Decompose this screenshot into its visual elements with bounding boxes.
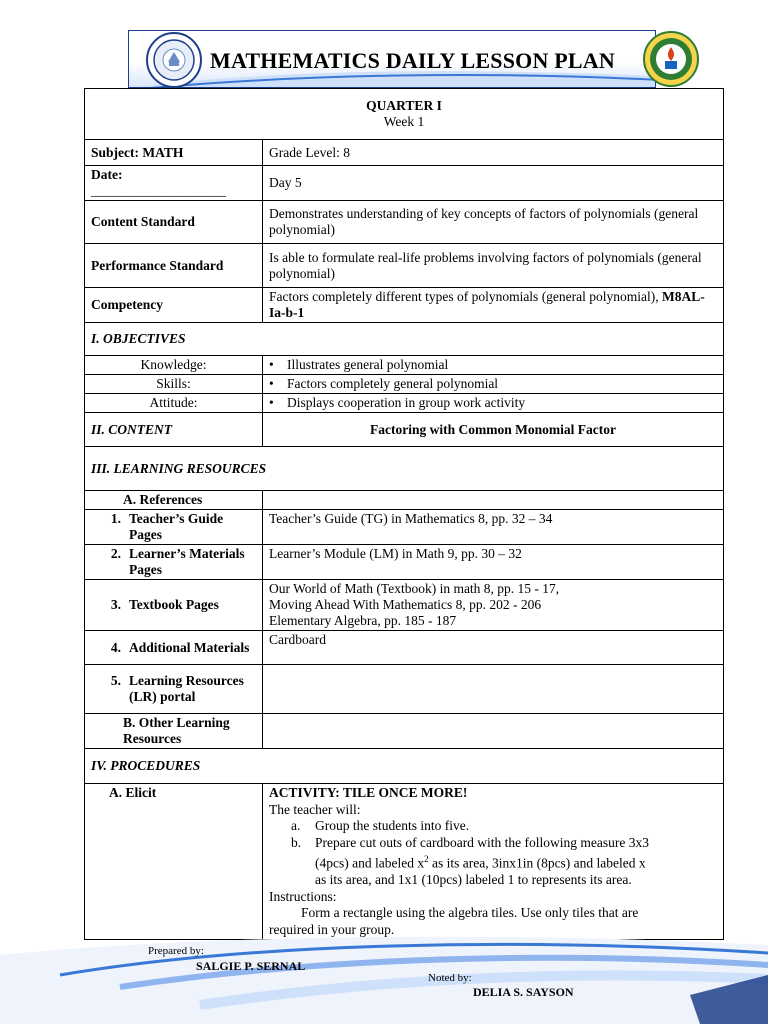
teachers-guide-label: Teacher’s Guide Pages: [129, 511, 224, 542]
step-b-line2-post: as its area, 3inx1in (8pcs) and labeled x: [428, 855, 646, 871]
step-b-superscript: 2: [424, 854, 429, 864]
document-header: [128, 30, 656, 88]
procedures-heading-row: [85, 749, 724, 784]
step-b-line3: as its area, and 1x1 (10pcs) labeled 1 to represents its area.: [315, 872, 632, 887]
step-b-line2: [269, 851, 717, 872]
references-label: A. References: [85, 491, 263, 510]
step-b: [269, 835, 717, 852]
activity-title: ACTIVITY: TILE ONCE MORE!: [269, 785, 468, 800]
learning-resources-heading-row: [85, 447, 724, 491]
deped-seal-logo: [643, 31, 699, 87]
elicit-content: [263, 784, 724, 940]
teachers-guide-row: [85, 510, 724, 545]
content-topic: Factoring with Common Monomial Factor: [263, 413, 724, 447]
lr-portal-label: Learning Resources (LR) portal: [129, 673, 244, 704]
instructions-line2: required in your group.: [269, 921, 395, 937]
preparer-name: SALGIE P. SERNAL: [196, 959, 306, 973]
skills-row: [85, 375, 724, 394]
grade-level: Grade Level: 8: [263, 140, 724, 166]
item-number: 1.: [110, 511, 121, 526]
content-heading: II. CONTENT: [85, 413, 263, 447]
lr-portal-value: [263, 665, 724, 714]
competency-cell: [263, 288, 724, 323]
textbook-pages-row: [85, 580, 724, 631]
attitude-text: Displays cooperation in group work activity: [287, 395, 526, 410]
instructions-label: Instructions:: [269, 888, 337, 904]
quarter-title: QUARTER I: [366, 98, 442, 113]
knowledge-label: Knowledge:: [85, 356, 263, 375]
competency-text: Factors completely different types of polynomials (general polynomial),: [269, 289, 663, 304]
content-standard-row: [85, 201, 724, 244]
content-standard-text: Demonstrates understanding of key concepts of factors of polynomials (general polynomial): [263, 201, 724, 244]
learners-materials-row: [85, 545, 724, 580]
knowledge-cell: [263, 356, 724, 375]
learners-materials-value: Learner’s Module (LM) in Math 9, pp. 30 – 32: [263, 545, 724, 580]
elicit-label: A. Elicit: [85, 784, 263, 940]
performance-standard-text: Is able to formulate real-life problems involving factors of polynomials (general polynomial): [263, 244, 724, 288]
attitude-cell: [263, 394, 724, 413]
references-value: [263, 491, 724, 510]
learning-resources-heading: III. LEARNING RESOURCES: [85, 447, 724, 491]
performance-standard-row: [85, 244, 724, 288]
lr-portal-cell: [85, 665, 263, 714]
bullet-icon: •: [269, 357, 274, 372]
subject-label: Subject: MATH: [85, 140, 263, 166]
learners-materials-cell: [85, 545, 263, 580]
step-a: [269, 818, 717, 835]
skills-text: Factors completely general polynomial: [287, 376, 499, 391]
references-row: [85, 491, 724, 510]
day-label: Day 5: [263, 166, 724, 201]
school-seal-logo: [146, 32, 202, 88]
item-number: 3.: [110, 597, 121, 612]
step-a-text: Group the students into five.: [315, 818, 470, 833]
item-number: 2.: [110, 546, 121, 561]
noted-by-label: Noted by:: [428, 972, 472, 984]
teachers-guide-value: Teacher’s Guide (TG) in Mathematics 8, pp. 32 – 34: [263, 510, 724, 545]
objectives-heading-row: [85, 323, 724, 356]
date-cell: [85, 166, 263, 201]
footer-swoosh: [0, 935, 768, 1024]
textbook-line: Our World of Math (Textbook) in math 8, pp. 15 - 17,: [269, 581, 560, 596]
content-row: [85, 413, 724, 447]
competency-code: M8AL-Ia-b-1: [269, 289, 705, 320]
quarter-cell: [85, 89, 724, 140]
content-standard-label: Content Standard: [85, 201, 263, 244]
other-resources-value: [263, 714, 724, 749]
additional-materials-label: Additional Materials: [129, 639, 250, 655]
teachers-guide-cell: [85, 510, 263, 545]
additional-materials-row: [85, 631, 724, 665]
bullet-icon: •: [269, 395, 274, 410]
page-title: MATHEMATICS DAILY LESSON PLAN: [210, 48, 615, 73]
step-marker: a.: [291, 818, 301, 833]
attitude-label: Attitude:: [85, 394, 263, 413]
knowledge-text: Illustrates general polynomial: [287, 357, 449, 372]
item-number: 4.: [110, 639, 121, 655]
teacher-will-text: The teacher will:: [269, 801, 361, 817]
other-resources-label: B. Other Learning Resources: [85, 714, 263, 749]
textbook-pages-cell: [85, 580, 263, 631]
date-row: [85, 166, 724, 201]
document-footer: [0, 935, 768, 1024]
step-b-line1: Prepare cut outs of cardboard with the following measure 3x3: [315, 834, 650, 850]
item-number: 5.: [110, 673, 121, 688]
textbook-line: Moving Ahead With Mathematics 8, pp. 202 - 206: [269, 597, 542, 612]
lesson-plan-table: [84, 88, 724, 940]
noter-name: DELIA S. SAYSON: [473, 985, 574, 999]
textbook-line: Elementary Algebra, pp. 185 - 187: [269, 613, 457, 628]
textbook-pages-value: [263, 580, 724, 631]
step-b-line2-pre: (4pcs) and labeled x: [315, 855, 425, 871]
competency-row: [85, 288, 724, 323]
bullet-icon: •: [269, 376, 274, 391]
competency-label: Competency: [85, 288, 263, 323]
procedures-heading: IV. PROCEDURES: [85, 749, 724, 784]
subject-row: [85, 140, 724, 166]
date-label: Date:: [91, 167, 123, 182]
lr-portal-row: [85, 665, 724, 714]
step-marker: b.: [291, 834, 302, 850]
knowledge-row: [85, 356, 724, 375]
week-label: Week 1: [383, 114, 425, 129]
learners-materials-label: Learner’s Materials Pages: [129, 546, 245, 577]
elicit-row: [85, 784, 724, 940]
additional-materials-value: Cardboard: [263, 631, 724, 665]
textbook-pages-label: Textbook Pages: [129, 597, 219, 612]
performance-standard-label: Performance Standard: [85, 244, 263, 288]
instructions-line1: Form a rectangle using the algebra tiles. Use only tiles that are: [301, 905, 639, 920]
quarter-row: [85, 89, 724, 140]
attitude-row: [85, 394, 724, 413]
additional-materials-cell: [85, 631, 263, 665]
skills-label: Skills:: [85, 375, 263, 394]
objectives-heading: I. OBJECTIVES: [85, 323, 724, 356]
prepared-by-label: Prepared by:: [148, 945, 204, 957]
skills-cell: [263, 375, 724, 394]
date-blank-line: ____________________: [91, 183, 226, 198]
other-resources-row: [85, 714, 724, 749]
